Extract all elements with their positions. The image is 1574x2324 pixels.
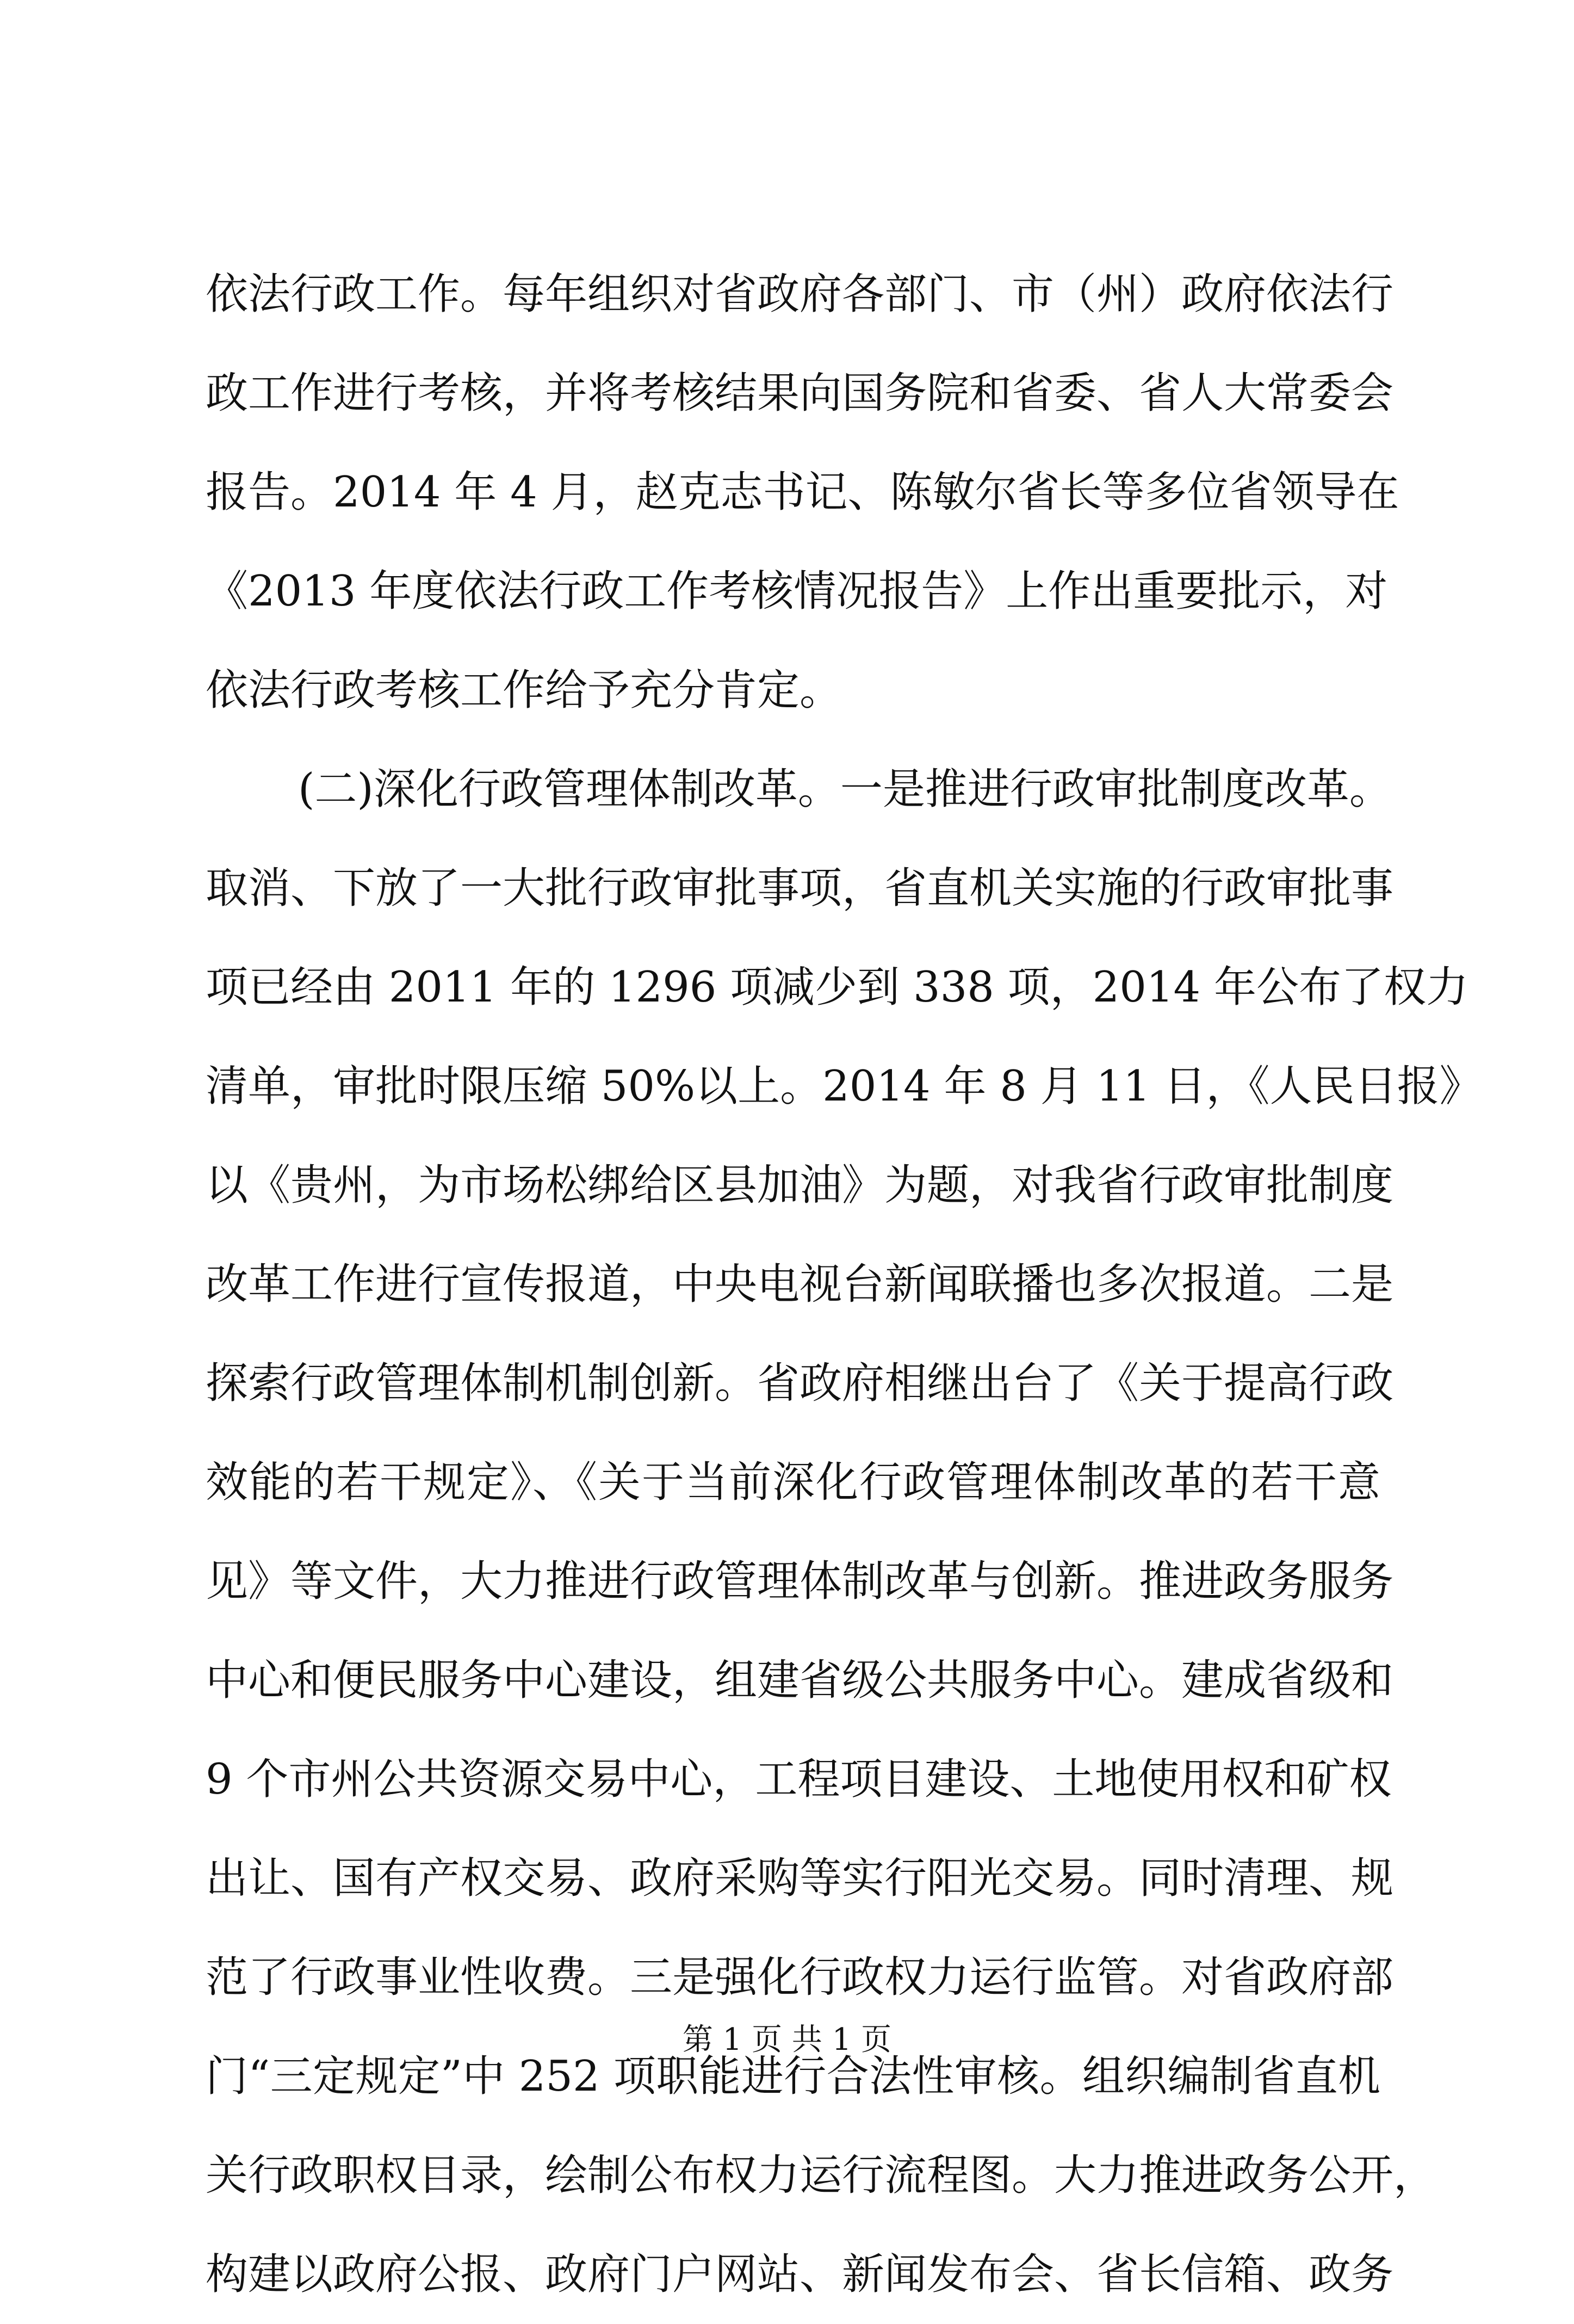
text-line: 9 个市州公共资源交易中心，工程项目建设、土地使用权和矿权 — [206, 1755, 1392, 1804]
text-line: 依法行政考核工作给予充分肯定。 — [206, 666, 842, 715]
text-line: 报告。2014 年 4 月，赵克志书记、陈敏尔省长等多位省领导在 — [206, 468, 1399, 517]
text-line: 关行政职权目录，绘制公布权力运行流程图。大力推进政务公开， — [206, 2151, 1436, 2200]
text-line: 以《贵州，为市场松绑给区县加油》为题，对我省行政审批制度 — [206, 1161, 1394, 1210]
text-line: 取消、下放了一大批行政审批事项，省直机关实施的行政审批事 — [206, 864, 1394, 913]
text-line: 探索行政管理体制机制创新。省政府相继出台了《关于提高行政 — [206, 1359, 1394, 1408]
document-body — [206, 245, 1482, 2324]
text-line: 构建以政府公报、政府门户网站、新闻发布会、省长信箱、政务 — [206, 2250, 1394, 2299]
text-line: 范了行政事业性收费。三是强化行政权力运行监管。对省政府部 — [206, 1953, 1394, 2002]
text-line: 项已经由 2011 年的 1296 项减少到 338 项，2014 年公布了权力 — [206, 963, 1468, 1012]
text-line: 改革工作进行宣传报道，中央电视台新闻联播也多次报道。二是 — [206, 1260, 1394, 1309]
text-line: 出让、国有产权交易、政府采购等实行阳光交易。同时清理、规 — [206, 1854, 1394, 1903]
text-line: 《2013 年度依法行政工作考核情况报告》上作出重要批示，对 — [206, 567, 1388, 616]
section-heading-line: (二)深化行政管理体制改革。一是推进行政审批制度改革。 — [298, 765, 1392, 814]
text-line: 门“三定规定”中 252 项职能进行合法性审核。组织编制省直机 — [206, 2052, 1380, 2101]
text-line: 效能的若干规定》、《关于当前深化行政管理体制改革的若干意 — [206, 1458, 1380, 1507]
text-line: 清单，审批时限压缩 50%以上。2014 年 8 月 11 日，《人民日报》 — [206, 1062, 1482, 1111]
text-line: 中心和便民服务中心建设，组建省级公共服务中心。建成省级和 — [206, 1656, 1394, 1705]
page-footer: 第 1 页 共 1 页 — [682, 2022, 892, 2057]
text-line: 见》等文件，大力推进行政管理体制改革与创新。推进政务服务 — [206, 1557, 1394, 1606]
text-line: 依法行政工作。每年组织对省政府各部门、市（州）政府依法行 — [206, 270, 1394, 319]
text-line: 政工作进行考核，并将考核结果向国务院和省委、省人大常委会 — [206, 369, 1394, 418]
